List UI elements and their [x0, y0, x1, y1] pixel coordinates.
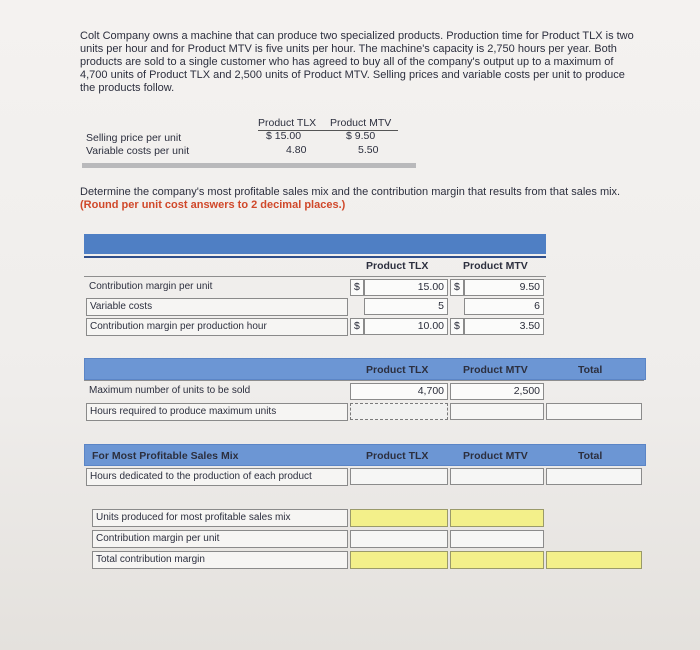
cm-per-hour-mtv-input[interactable]: 3.50 [464, 318, 544, 335]
cm-per-hour-label: Contribution margin per production hour [86, 318, 348, 336]
units-produced-label: Units produced for most profitable sales mix [92, 509, 348, 527]
hours-dedicated-total-input[interactable] [546, 468, 642, 485]
question-text [80, 186, 640, 212]
cm-per-unit-tlx-input[interactable]: 15.00 [364, 279, 448, 296]
price-row-selling-mtv: $ 9.50 [346, 130, 376, 142]
price-col-tlx: Product TLX [258, 117, 317, 129]
cm-per-unit-mtv-sign: $ [450, 279, 464, 296]
hours-required-mtv-input[interactable] [450, 403, 544, 420]
cm-per-unit-mix-mtv-input[interactable] [450, 530, 544, 548]
units-produced-mtv-input[interactable] [450, 509, 544, 527]
section2-col-tlx: Product TLX [366, 364, 429, 376]
price-row-variable-mtv: 5.50 [358, 144, 379, 156]
cm-per-hour-tlx-input[interactable]: 10.00 [364, 318, 448, 335]
worksheet-header-band [84, 234, 546, 254]
hours-dedicated-tlx-input[interactable] [350, 468, 448, 485]
total-cm-total-input[interactable] [546, 551, 642, 569]
total-cm-tlx-input[interactable] [350, 551, 448, 569]
section1-header-rule [84, 276, 546, 277]
rounding-note: (Round per unit cost answers to 2 decimal places.) [80, 199, 346, 211]
variable-costs-mtv-input[interactable]: 6 [464, 298, 544, 315]
section3-col-mtv: Product MTV [463, 450, 528, 462]
question-main: Determine the company's most profitable sales mix and the contribution margin that results from that sales mix. [80, 186, 621, 198]
section3-col-tlx: Product TLX [366, 450, 429, 462]
section1-top-rule [84, 256, 546, 258]
section3-title: For Most Profitable Sales Mix [92, 450, 239, 462]
section2-col-mtv: Product MTV [463, 364, 528, 376]
variable-costs-tlx-input[interactable]: 5 [364, 298, 448, 315]
price-row-selling-label: Selling price per unit [86, 132, 182, 144]
cm-per-unit-mix-label: Contribution margin per unit [92, 530, 348, 548]
hours-dedicated-label: Hours dedicated to the production of each product [86, 468, 348, 486]
cm-per-unit-label: Contribution margin per unit [89, 281, 213, 292]
section2-header-band [84, 358, 646, 380]
section3-col-total: Total [578, 450, 603, 462]
price-col-mtv: Product MTV [330, 117, 392, 129]
hours-dedicated-mtv-input[interactable] [450, 468, 544, 485]
max-units-mtv-input[interactable]: 2,500 [450, 383, 544, 400]
price-row-selling-tlx: $ 15.00 [266, 130, 302, 142]
cm-per-hour-tlx-sign: $ [350, 318, 364, 335]
cm-per-unit-mtv-input[interactable]: 9.50 [464, 279, 544, 296]
total-cm-mtv-input[interactable] [450, 551, 544, 569]
cm-per-hour-mtv-sign: $ [450, 318, 464, 335]
section1-col-tlx: Product TLX [366, 260, 429, 272]
section2-header-rule [84, 380, 644, 381]
cm-per-unit-tlx-sign: $ [350, 279, 364, 296]
cm-per-unit-mix-tlx-input[interactable] [350, 530, 448, 548]
variable-costs-label: Variable costs [86, 298, 348, 316]
price-row-variable-label: Variable costs per unit [86, 145, 190, 157]
hours-required-label: Hours required to produce maximum units [86, 403, 348, 421]
total-cm-label: Total contribution margin [92, 551, 348, 569]
section1-col-mtv: Product MTV [463, 260, 528, 272]
hours-required-tlx-input[interactable] [350, 403, 448, 420]
max-units-label: Maximum number of units to be sold [89, 385, 251, 396]
units-produced-tlx-input[interactable] [350, 509, 448, 527]
max-units-tlx-input[interactable]: 4,700 [350, 383, 448, 400]
price-table-bottom-rule [82, 163, 416, 168]
price-row-variable-tlx: 4.80 [286, 144, 307, 156]
section2-col-total: Total [578, 364, 603, 376]
problem-text: Colt Company owns a machine that can produce two specialized products. Production time for Product TLX is two units per hour and for Product MTV is five units per hour. The machine's capacity is 2,750 hours per year. Both products are sold to a single customer who has agreed to buy all of the company's output up to a maximum of 4,700 units of Product TLX and 2,500 units of Product MTV. Selling prices and variable costs per unit to produce the products follow. [80, 30, 634, 94]
hours-required-total-input[interactable] [546, 403, 642, 420]
